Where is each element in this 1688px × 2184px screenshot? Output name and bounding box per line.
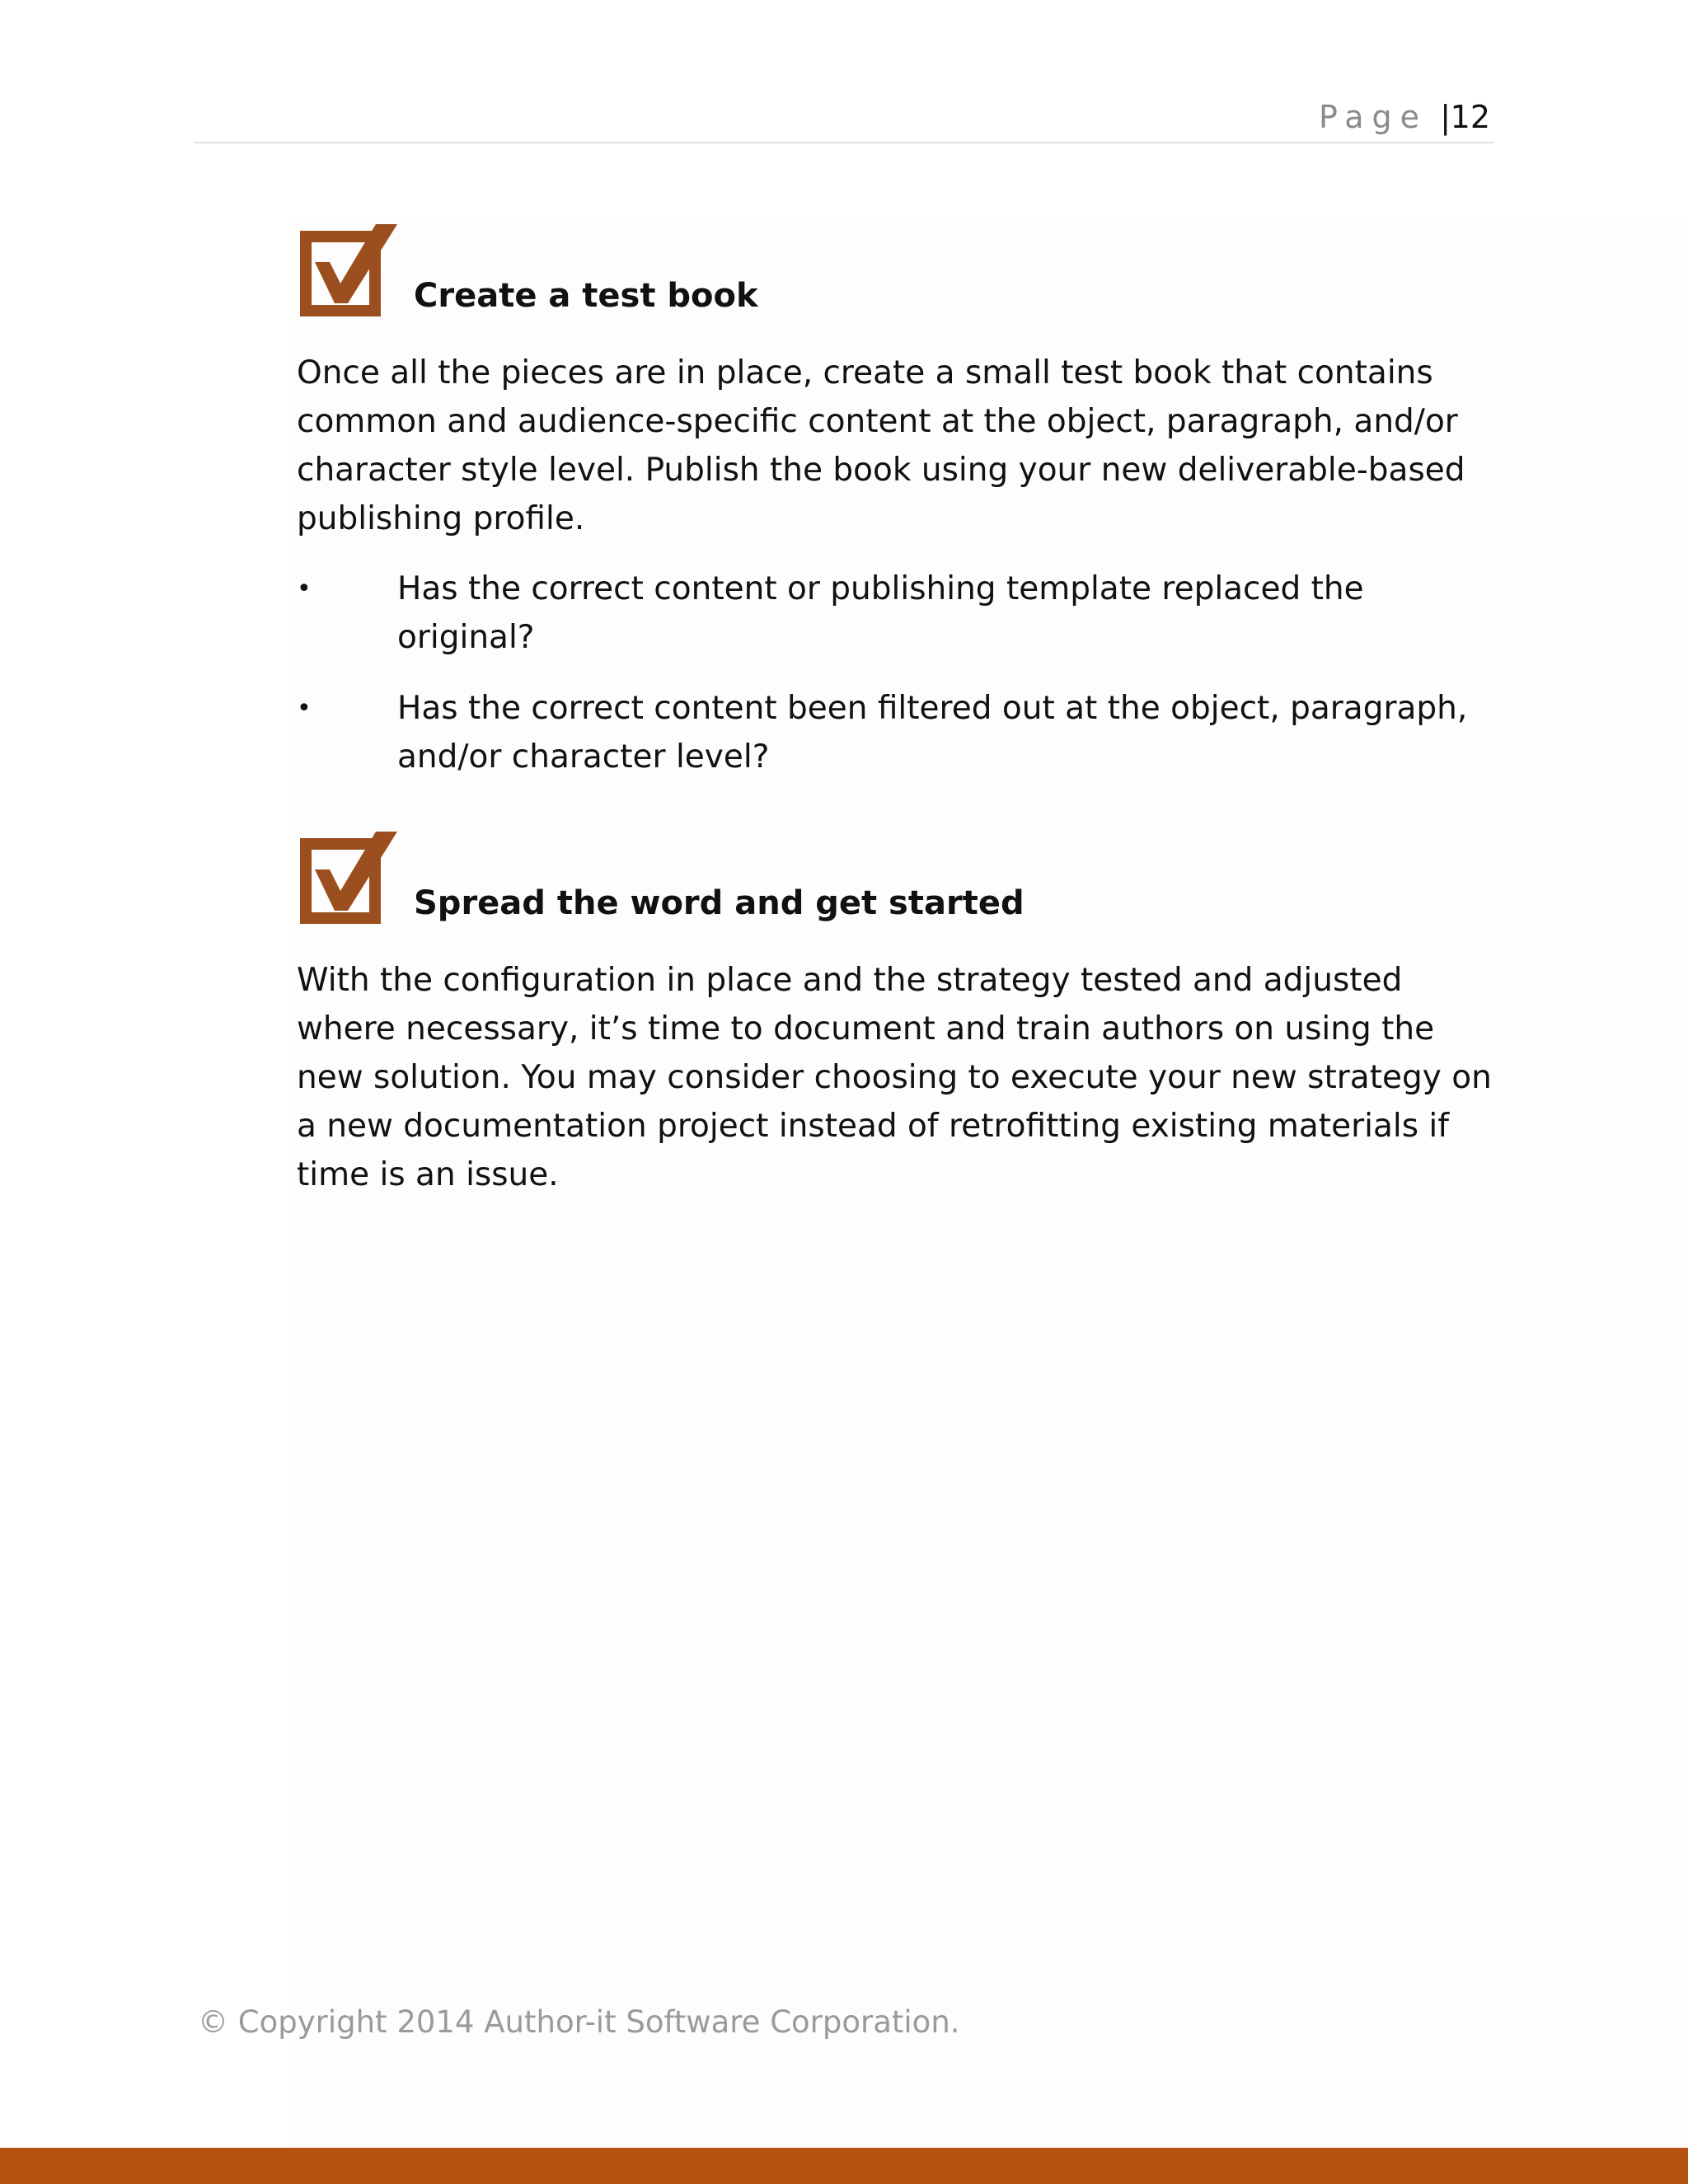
section-title: Spread the word and get started [414, 884, 1025, 922]
bullet-item [297, 684, 1500, 781]
page-header [195, 96, 1493, 143]
bullet-dot: • [297, 574, 312, 603]
bullet-list [297, 565, 1500, 804]
footer-copyright: © Copyright 2014 Author-it Software Corporation. [198, 2004, 960, 2040]
page-label: Page [1319, 99, 1428, 135]
page-separator: | [1440, 99, 1451, 135]
section-paragraph: Once all the pieces are in place, create a small test book that contains common and audience-specific content at the object, paragraph, and/or character style level. Publish the book using your new deliverable-based publishing profile. [297, 354, 1465, 537]
bottom-color-band [0, 2148, 1688, 2184]
checkbox-checked-icon [300, 224, 397, 316]
page-number: 12 [1450, 99, 1490, 135]
bullet-text: Has the correct content or publishing template replaced the original? [397, 570, 1364, 656]
section-paragraph: With the configuration in place and the strategy tested and adjusted where necessary, it’s time to document and train authors on using the new solution. You may consider choosing to execute your new strategy on a new documentation project instead of retrofitting existing materials if time is an issue. [297, 962, 1492, 1193]
checkbox-checked-icon [300, 832, 397, 924]
section-title: Create a test book [414, 277, 758, 315]
bullet-dot: • [297, 694, 312, 723]
bullet-text: Has the correct content been filtered out at the object, paragraph, and/or character level? [397, 690, 1468, 776]
bullet-item [297, 565, 1500, 662]
